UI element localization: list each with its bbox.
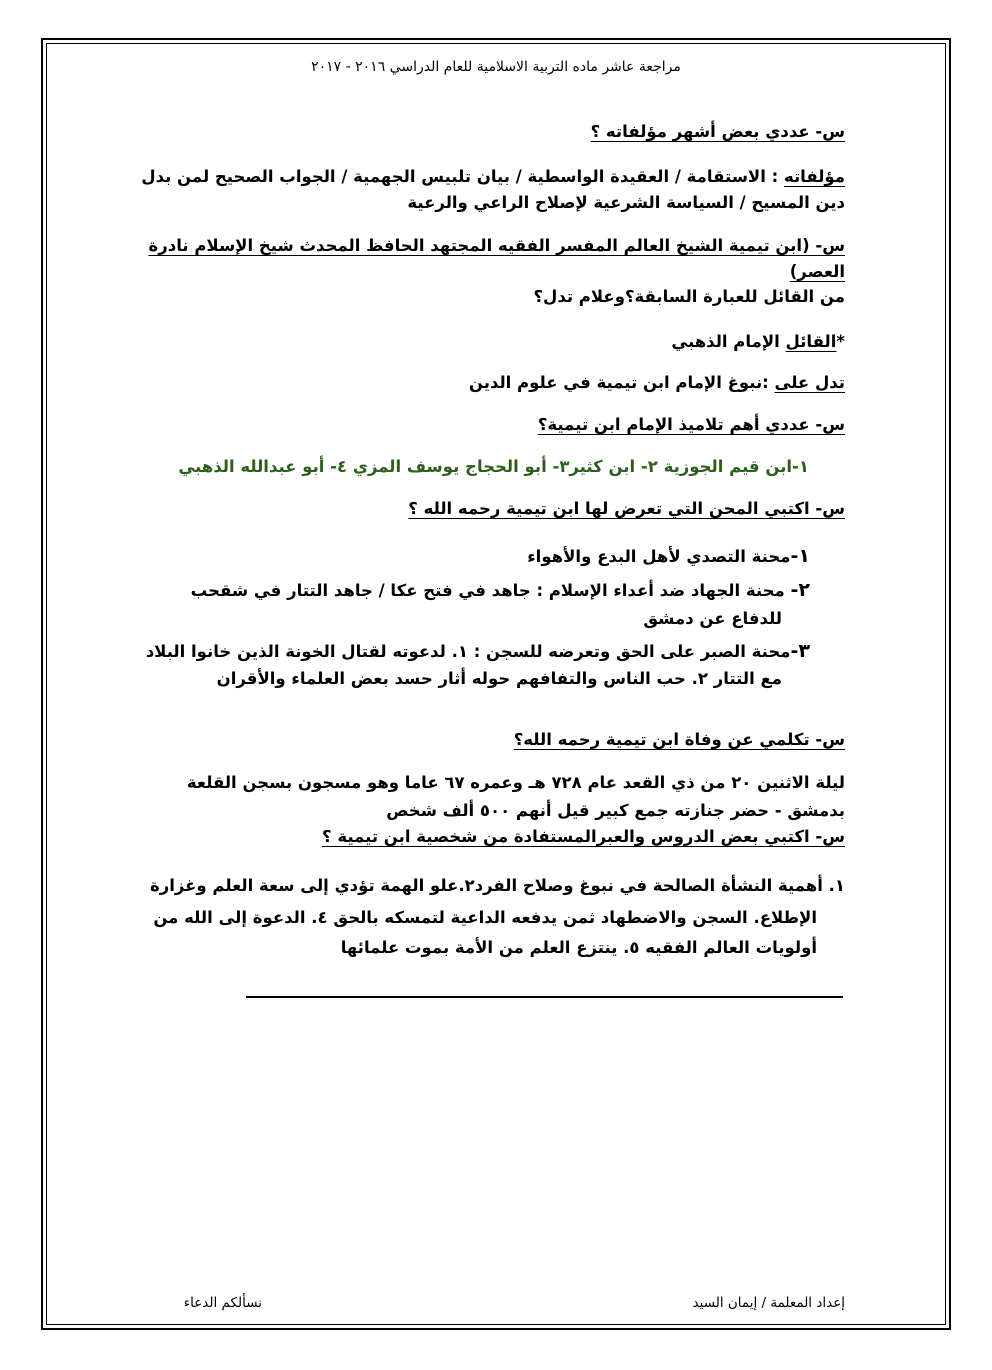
answer-lessons-line3: أولويات العالم الفقيه ٥. ينتزع العلم من الأمة بموت علمائها — [340, 938, 817, 957]
speaker-label: القائل — [785, 332, 837, 351]
answer-speaker — [671, 331, 845, 353]
answer-works-text: : الاستقامة / العقيدة الواسطية / بيان تلبيس الجهمية / الجواب الصحيح لمن بدل — [141, 167, 784, 186]
question-students: س- عددي أهم تلاميذ الإمام ابن تيمية؟ — [537, 415, 845, 434]
trial-item-1-num: ١- — [790, 545, 810, 567]
question-death: س- تكلمي عن وفاة ابن تيمية رحمه الله؟ — [513, 730, 845, 749]
meaning-label: تدل على — [774, 373, 845, 392]
meaning-value: :نبوغ الإمام ابن تيمية في علوم الدين — [468, 373, 775, 392]
trial-item-3-line1 — [146, 640, 810, 663]
answer-works-label: مؤلفاته — [783, 167, 845, 186]
trial-item-1-text: محنة التصدي لأهل البدع والأهواء — [527, 547, 791, 566]
page-header: مراجعة عاشر ماده التربية الاسلامية للعام الدراسي ٢٠١٦ - ٢٠١٧ — [311, 59, 681, 75]
question-speaker: من القائل للعبارة السابقة؟وعلام تدل؟ — [533, 287, 845, 306]
end-divider — [246, 996, 843, 998]
trial-item-3-text: محنة الصبر على الحق وتعرضه للسجن : ١. لدعوته لقتال الخونة الذين خانوا البلاد — [145, 642, 791, 661]
question-works: س- عددي بعض أشهر مؤلفاته ؟ — [590, 122, 845, 141]
answer-meaning — [469, 372, 845, 394]
trial-item-2-line1 — [191, 579, 810, 602]
trial-item-2-line2: للدفاع عن دمشق — [643, 609, 782, 628]
answer-lessons-line2: الإطلاع. السجن والاضطهاد ثمن يدفعه الداعية لتمسكه بالحق ٤. الدعوة إلى الله من — [153, 908, 817, 927]
trial-item-1 — [527, 545, 810, 568]
footer-teacher: إعداد المعلمة / إيمان السيد — [692, 1295, 845, 1311]
speaker-value: الإمام الذهبي — [671, 332, 786, 351]
trial-item-3-line2: مع التتار ٢. حب الناس والتفافهم حوله أثار حسد بعض العلماء والأقران — [216, 669, 782, 688]
speaker-prefix: * — [836, 332, 845, 351]
answer-works-line1 — [141, 166, 845, 188]
question-lessons: س- اكتبي بعض الدروس والعبرالمستفادة من شخصية ابن تيمية ؟ — [322, 827, 845, 846]
trial-item-2-num: ٢- — [790, 579, 810, 601]
answer-lessons-line1: ١. أهمية النشأة الصالحة في نبوغ وصلاح الفرد٢.علو الهمة تؤدي إلى سعة العلم وغزارة — [149, 876, 845, 895]
quote-line2: العصر) — [789, 262, 845, 281]
quote-line1: س- (ابن تيمية الشيخ العالم المفسر الفقيه المجتهد الحافظ المحدث شيخ الإسلام نادرة — [148, 236, 845, 255]
trial-item-3-num: ٣- — [790, 640, 810, 662]
trial-item-2-text: محنة الجهاد ضد أعداء الإسلام : جاهد في فتح عكا / جاهد التتار في شقحب — [190, 581, 791, 600]
answer-death-line2: بدمشق - حضر جنازته جمع كبير قيل أنهم ٥٠٠ ألف شخص — [386, 801, 845, 820]
footer-closing: نسألكم الدعاء — [183, 1295, 262, 1311]
answer-death-line1: ليلة الاثنين ٢٠ من ذي القعد عام ٧٢٨ هـ وعمره ٦٧ عاما وهو مسجون بسجن القلعة — [186, 773, 845, 792]
question-trials: س- اكتبي المحن التي تعرض لها ابن تيمية رحمه الله ؟ — [408, 499, 845, 518]
answer-students: ١-ابن قيم الجوزية ٢- ابن كثير٣- أبو الحجاج يوسف المزي ٤- أبو عبدالله الذهبي — [178, 457, 809, 476]
answer-works-line2: دين المسيح / السياسة الشرعية لإصلاح الراعي والرعية — [407, 193, 845, 212]
